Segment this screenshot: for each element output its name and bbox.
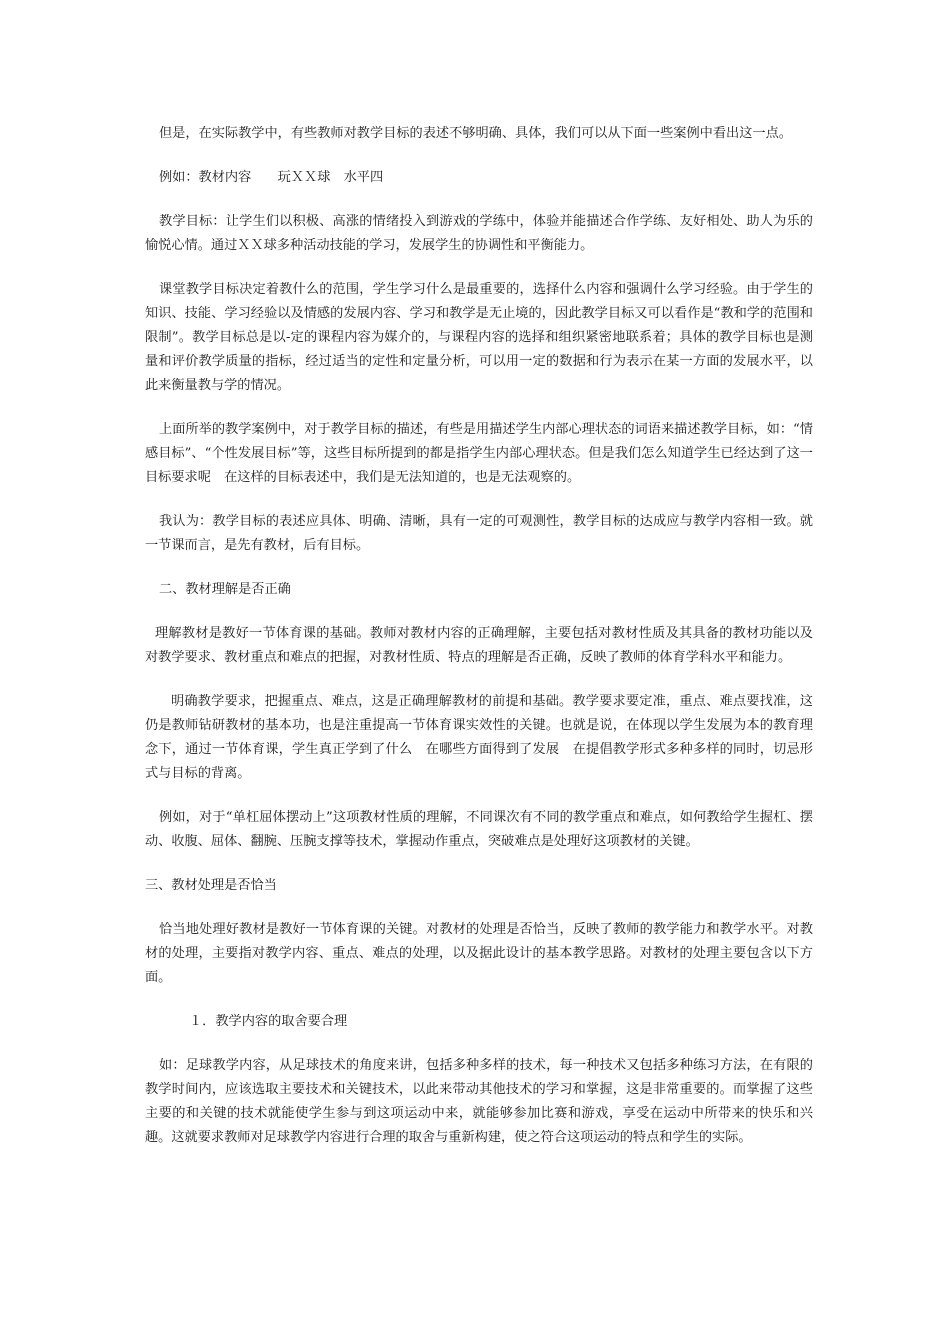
paragraph-classroom-goal: 课堂教学目标决定着教什么的范围，学生学习什么是最重要的，选择什么内容和强调什么学习经验。由于学生的知识、技能、学习经验以及情感的发展内容、学习和教学是无止境的，因此教学目标又可以看作是“教和学的范围和限制”。教学目标总是以-定的课程内容为媒介的，与课程内容的选择和组织紧密地联系着；具体的教学目标也是测量和评价教学质量的指标，经过适当的定性和定量分析，可以用一定的数据和行为表示在某一方面的发展水平，以此来衡量教与学的情况。 <box>145 282 813 393</box>
paragraph-football: 如：足球教学内容，从足球技术的角度来讲，包括多种多样的技术，每一种技术又包括多种练习方法，在有限的教学时间内，应该选取主要技术和关键技术，以此来带动其他技术的学习和掌握，这是非常重要的。而掌握了这些主要的和关键的技术就能使学生参与到这项运动中来，就能够参加比赛和游戏，享受在运动中所带来的快乐和兴趣。这就要求教师对足球教学内容进行合理的取舍与重新构建，使之符合这项运动的特点和学生的实际。 <box>145 1058 813 1145</box>
paragraph-example-bar: 例如，对于“单杠屈体摆动上”这项教材性质的理解，不同课次有不同的教学重点和难点，如何教给学生握杠、摆动、收腹、屈体、翻腕、压腕支撑等技术，掌握动作重点，突破难点是处理好这项教材的关键。 <box>145 810 813 849</box>
section-heading-2: 二、教材理解是否正确 <box>159 582 291 597</box>
document-body <box>145 122 813 1150</box>
paragraph-handling: 恰当地处理好教材是教好一节体育课的关键。对教材的处理是否恰当，反映了教师的教学能力和教学水平。对教材的处理，主要指对教学内容、重点、难点的处理，以及据此设计的基本教学思路。对教材的处理主要包含以下方面。 <box>145 922 813 985</box>
paragraph-case-analysis: 上面所举的教学案例中，对于教学目标的描述，有些是用描述学生内部心理状态的词语来描述教学目标，如：“情感目标”、“个性发展目标”等，这些目标所提到的都是指学生内部心理状态。但是我们怎么知道学生已经达到了这一目标要求呢 在这样的目标表述中，我们是无法知道的，也是无法观察的。 <box>145 422 813 485</box>
paragraph-example-label: 例如：教材内容 玩ＸＸ球 水平四 <box>159 170 384 185</box>
paragraph-understanding: 理解教材是教好一节体育课的基础。教师对教材内容的正确理解，主要包括对教材性质及其具备的教材功能以及对教学要求、教材重点和难点的把握，对教材性质、特点的理解是否正确，反映了教师的体育学科水平和能力。 <box>145 626 813 665</box>
subsection-heading-1: １．教学内容的取舍要合理 <box>189 1014 348 1029</box>
section-heading-3: 三、教材处理是否恰当 <box>145 878 277 893</box>
paragraph-intro: 但是，在实际教学中，有些教师对教学目标的表述不够明确、具体，我们可以从下面一些案例中看出这一点。 <box>159 126 792 141</box>
paragraph-opinion: 我认为：教学目标的表述应具体、明确、清晰，具有一定的可观测性，教学目标的达成应与教学内容相一致。就一节课而言，是先有教材，后有目标。 <box>145 514 813 553</box>
paragraph-teaching-goal: 教学目标：让学生们以积极、高涨的情绪投入到游戏的学练中，体验并能描述合作学练、友好相处、助人为乐的愉悦心情。通过ＸＸ球多种活动技能的学习，发展学生的协调性和平衡能力。 <box>145 214 813 253</box>
paragraph-requirements: 明确教学要求，把握重点、难点，这是正确理解教材的前提和基础。教学要求要定准，重点、难点要找准，这仍是教师钻研教材的基本功，也是注重提高一节体育课实效性的关键。也就是说，在体现以学生发展为本的教育理念下，通过一节体育课，学生真正学到了什么 在哪些方面得到了发展 在提倡教学形式多种多样的同时，切忌形式与目标的背离。 <box>145 694 813 781</box>
